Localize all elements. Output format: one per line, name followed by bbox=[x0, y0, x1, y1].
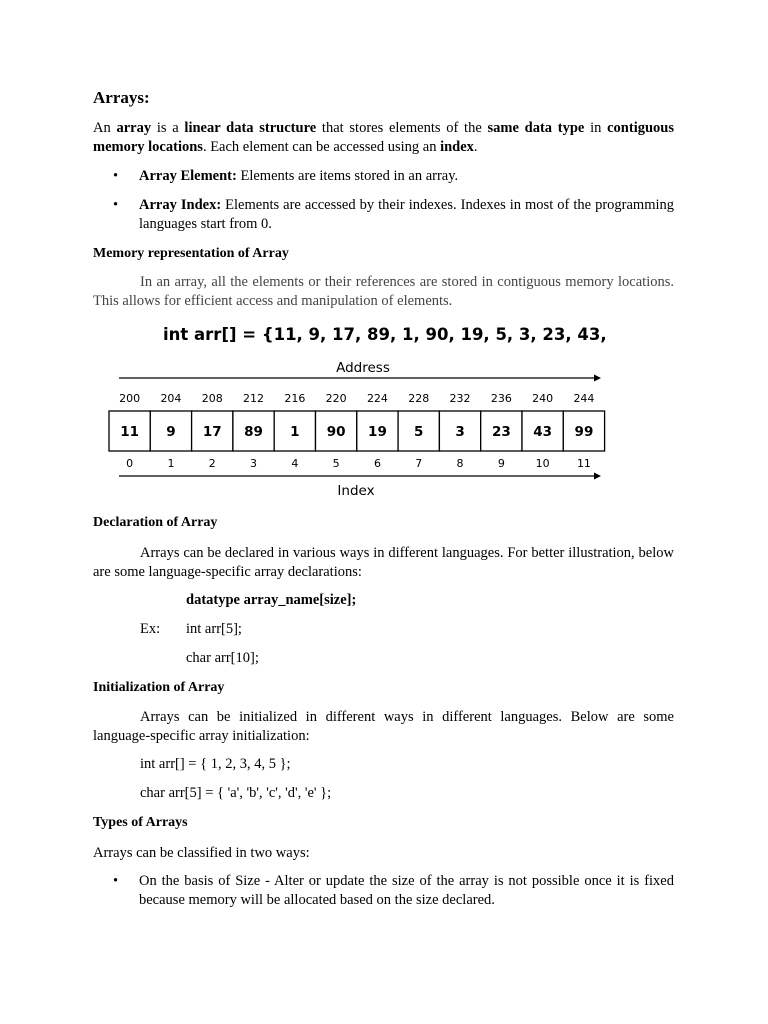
index-value: 5 bbox=[332, 457, 340, 470]
init-line-2: char arr[5] = { 'a', 'b', 'c', 'd', 'e' }; bbox=[140, 785, 332, 801]
address-value: 216 bbox=[284, 392, 306, 405]
address-value: 240 bbox=[532, 392, 554, 405]
example-label: Ex: bbox=[140, 621, 161, 637]
types-heading: Types of Arrays bbox=[93, 815, 188, 830]
declaration-paragraph: Arrays can be declared in various ways in different languages. For better illustration, below are some language-specific array declarations: bbox=[93, 545, 674, 580]
array-diagram-svg bbox=[105, 318, 610, 508]
index-value: 6 bbox=[373, 457, 381, 470]
address-value: 220 bbox=[325, 392, 347, 405]
array-declaration-code: int arr[] = {11, 9, 17, 89, 1, 90, 19, 5, 3, 23, 43, 99} bbox=[163, 325, 610, 344]
declaration-syntax: datatype array_name[size]; bbox=[186, 592, 357, 608]
address-value: 200 bbox=[119, 392, 141, 405]
page-title: Arrays: bbox=[93, 88, 150, 107]
intro-text-5: . Each element can be accessed using an bbox=[202, 139, 441, 155]
array-value: 90 bbox=[326, 424, 346, 440]
index-value: 2 bbox=[208, 457, 216, 470]
term-text: Elements are accessed by their indexes. Indexes in most of the programming languages start from 0. bbox=[139, 197, 674, 232]
index-value: 7 bbox=[415, 457, 423, 470]
address-value: 224 bbox=[366, 392, 388, 405]
term-label: Array Index: bbox=[139, 197, 222, 213]
address-value: 228 bbox=[408, 392, 430, 405]
address-value: 204 bbox=[160, 392, 182, 405]
intro-text-2: is a bbox=[151, 120, 185, 136]
intro-paragraph bbox=[93, 119, 674, 157]
array-cells bbox=[109, 411, 605, 451]
array-memory-diagram bbox=[105, 318, 610, 508]
index-value: 9 bbox=[497, 457, 505, 470]
index-arrow-head bbox=[594, 473, 601, 480]
array-value: 1 bbox=[290, 424, 300, 440]
index-value: 1 bbox=[167, 457, 175, 470]
intro-text-1: An bbox=[93, 120, 117, 136]
array-value: 89 bbox=[244, 424, 263, 440]
intro-bold-contiguous: contiguous memory locations bbox=[93, 120, 674, 155]
intro-text-6: . bbox=[473, 139, 478, 155]
array-value: 3 bbox=[455, 424, 465, 440]
index-value: 0 bbox=[126, 457, 134, 470]
array-value: 11 bbox=[120, 424, 140, 440]
address-value: 212 bbox=[243, 392, 265, 405]
address-label: Address bbox=[336, 360, 390, 376]
intro-bold-array: array bbox=[116, 120, 152, 136]
memory-heading: Memory representation of Array bbox=[93, 246, 289, 261]
address-value: 244 bbox=[573, 392, 595, 405]
list-item-array-index bbox=[93, 196, 674, 234]
array-value: 5 bbox=[414, 424, 424, 440]
intro-text-4: in bbox=[584, 120, 608, 136]
array-value: 19 bbox=[368, 424, 387, 440]
index-label: Index bbox=[337, 483, 375, 499]
array-terms-list-2 bbox=[93, 196, 674, 234]
example-line-1: int arr[5]; bbox=[186, 621, 242, 637]
declaration-heading: Declaration of Array bbox=[93, 515, 218, 530]
address-value: 236 bbox=[490, 392, 512, 405]
list-item-size: • On the basis of Size - Alter or update the size of the array is not possible once it is fixed because memory will be allocated based on the size declared. bbox=[93, 872, 674, 910]
types-list bbox=[93, 872, 674, 910]
list-item-array-element bbox=[93, 167, 674, 186]
intro-bold-index: index bbox=[440, 139, 474, 155]
address-arrow-head bbox=[594, 375, 601, 382]
index-value: 11 bbox=[576, 457, 591, 470]
address-labels bbox=[119, 392, 594, 405]
initialization-paragraph: Arrays can be initialized in different ways in different languages. Below are some language-specific array initialization: bbox=[93, 709, 674, 744]
intro-bold-linear: linear data structure bbox=[184, 120, 317, 136]
array-value: 43 bbox=[533, 424, 553, 440]
index-labels bbox=[126, 457, 591, 470]
array-value: 23 bbox=[491, 424, 511, 440]
address-value: 232 bbox=[449, 392, 471, 405]
types-paragraph: Arrays can be classified in two ways: bbox=[93, 845, 310, 861]
index-value: 8 bbox=[456, 457, 464, 470]
intro-text-3: that stores elements of the bbox=[316, 120, 488, 136]
intro-bold-same-type: same data type bbox=[487, 120, 585, 136]
term-label: Array Element: bbox=[139, 168, 237, 184]
init-line-1: int arr[] = { 1, 2, 3, 4, 5 }; bbox=[140, 756, 291, 772]
example-line-2: char arr[10]; bbox=[186, 650, 259, 666]
array-terms-list bbox=[93, 167, 674, 186]
index-value: 10 bbox=[535, 457, 550, 470]
array-value: 9 bbox=[166, 424, 176, 440]
index-value: 3 bbox=[250, 457, 258, 470]
initialization-heading: Initialization of Array bbox=[93, 680, 225, 695]
array-value: 17 bbox=[202, 424, 222, 440]
memory-paragraph: In an array, all the elements or their references are stored in contiguous memory locations. This allows for efficient access and manipulation of elements. bbox=[93, 274, 674, 309]
term-text: Elements are items stored in an array. bbox=[236, 168, 459, 184]
index-value: 4 bbox=[291, 457, 299, 470]
address-value: 208 bbox=[201, 392, 223, 405]
array-value: 99 bbox=[574, 424, 594, 440]
